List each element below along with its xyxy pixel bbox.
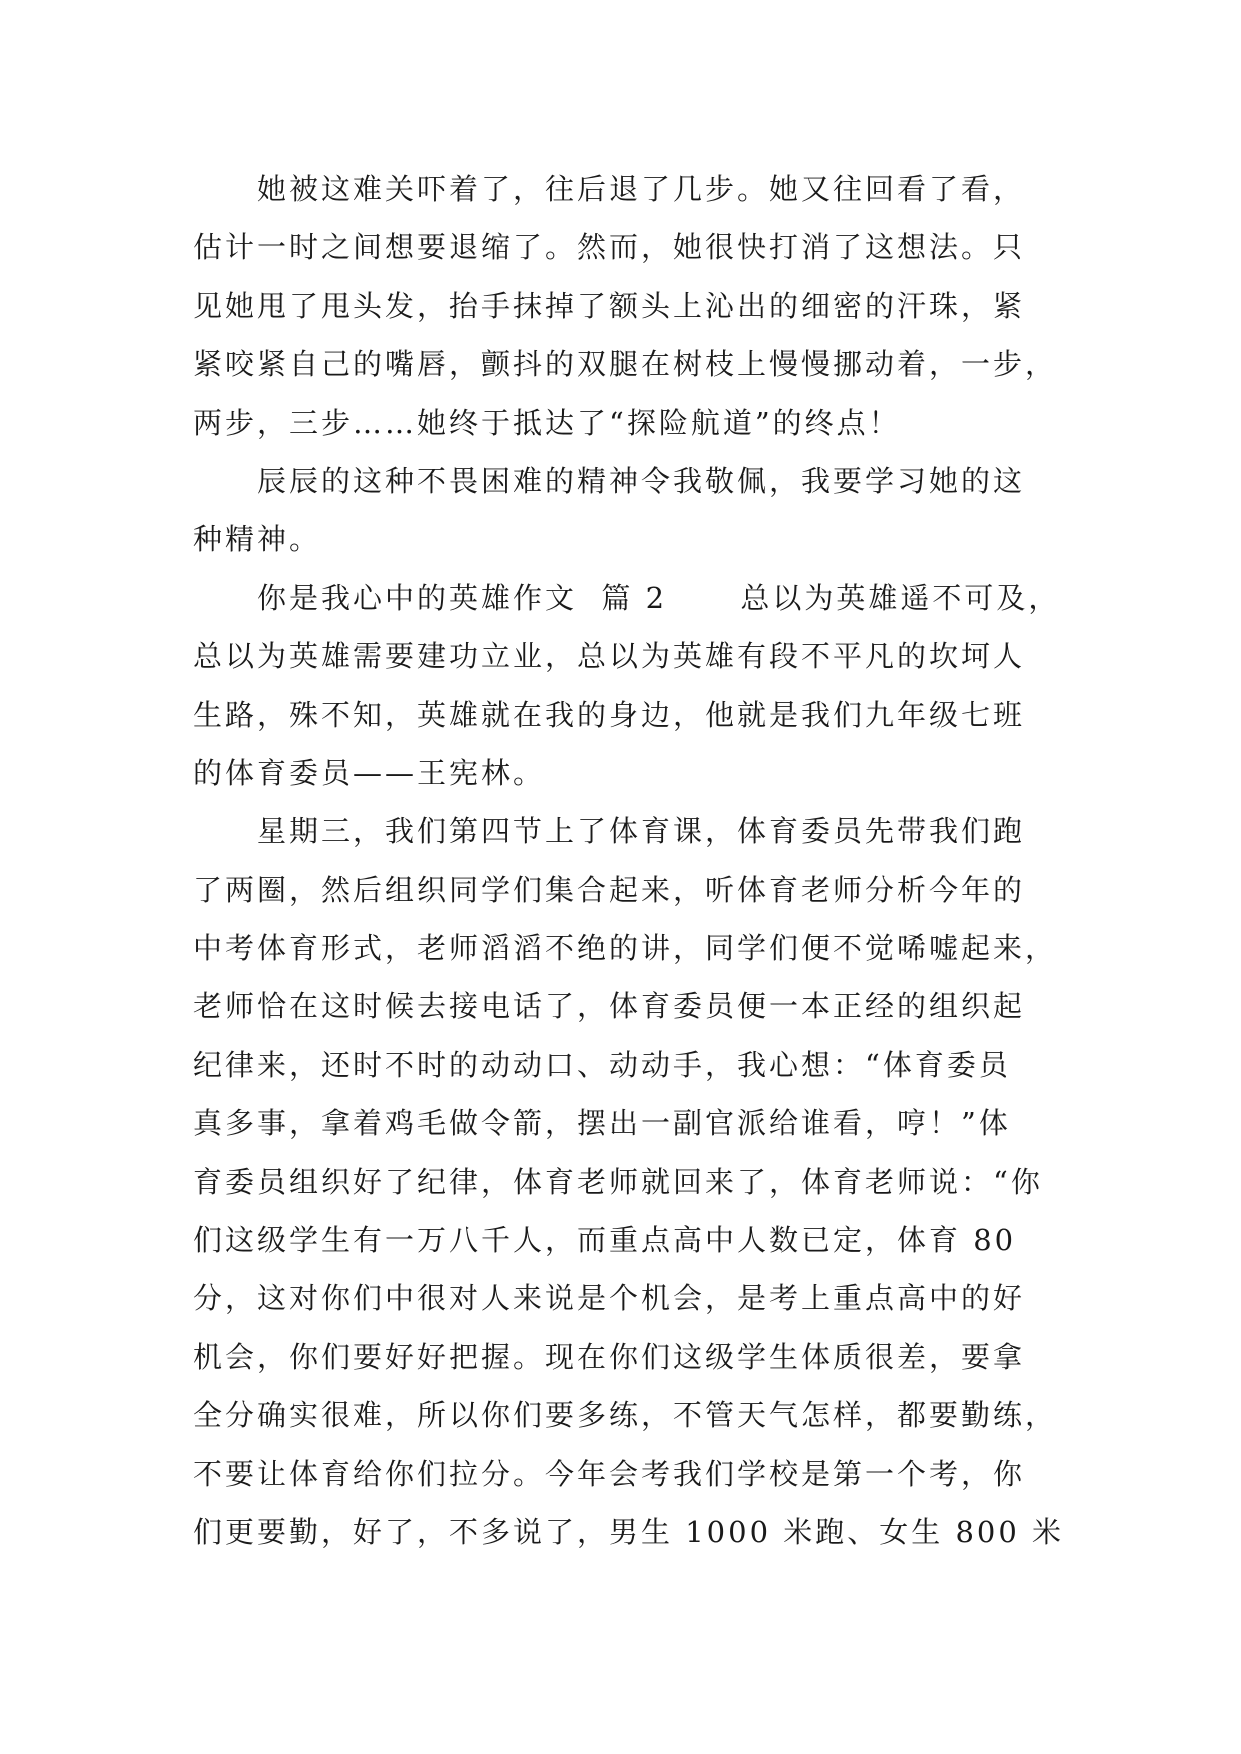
- text-line: 见她甩了甩头发，抬手抹掉了额头上沁出的细密的汗珠，紧: [193, 288, 1026, 323]
- text-line: 生路，殊不知，英雄就在我的身边，他就是我们九年级七班: [193, 697, 1026, 732]
- text-line: 育委员组织好了纪律，体育老师就回来了，体育老师说：“你: [193, 1164, 1043, 1199]
- text-line: 真多事，拿着鸡毛做令箭，摆出一副官派给谁看，哼！”体: [193, 1106, 1011, 1141]
- text-line: 中考体育形式，老师滔滔不绝的讲，同学们便不觉唏嘘起来，: [193, 931, 1058, 966]
- section-heading-line: 你是我心中的英雄作文 篇 2 总以为英雄遥不可及，: [257, 580, 1061, 615]
- text-line: 分，这对你们中很对人来说是个机会，是考上重点高中的好: [193, 1281, 1026, 1316]
- text-line: 的体育委员——王宪林。: [193, 755, 546, 790]
- text-line: 们这级学生有一万八千人，而重点高中人数已定，体育 80: [193, 1223, 1017, 1258]
- document-body: [193, 160, 1065, 1561]
- text-line: 辰辰的这种不畏困难的精神令我敬佩，我要学习她的这: [257, 463, 1026, 498]
- text-line: 总以为英雄需要建功立业，总以为英雄有段不平凡的坎坷人: [193, 639, 1026, 674]
- text-line: 们更要勤，好了，不多说了，男生 1000 米跑、女生 800 米: [193, 1514, 1065, 1549]
- text-line: 种精神。: [193, 522, 322, 557]
- text-line: 机会，你们要好好把握。现在你们这级学生体质很差，要拿: [193, 1339, 1026, 1374]
- text-line: 全分确实很难，所以你们要多练，不管天气怎样，都要勤练，: [193, 1398, 1058, 1433]
- text-line: 星期三，我们第四节上了体育课，体育委员先带我们跑: [257, 814, 1026, 849]
- text-line: 了两圈，然后组织同学们集合起来，听体育老师分析今年的: [193, 872, 1026, 907]
- text-line: 老师恰在这时候去接电话了，体育委员便一本正经的组织起: [193, 989, 1026, 1024]
- text-line: 紧咬紧自己的嘴唇，颤抖的双腿在树枝上慢慢挪动着，一步，: [193, 347, 1058, 382]
- text-line: 估计一时之间想要退缩了。然而，她很快打消了这想法。只: [193, 230, 1026, 265]
- text-line: 纪律来，还时不时的动动口、动动手，我心想：“体育委员: [193, 1047, 1011, 1082]
- text-line: 不要让体育给你们拉分。今年会考我们学校是第一个考，你: [193, 1456, 1026, 1491]
- text-line: 两步，三步……她终于抵达了“探险航道”的终点！: [193, 405, 901, 440]
- text-line: 她被这难关吓着了，往后退了几步。她又往回看了看，: [257, 172, 1026, 206]
